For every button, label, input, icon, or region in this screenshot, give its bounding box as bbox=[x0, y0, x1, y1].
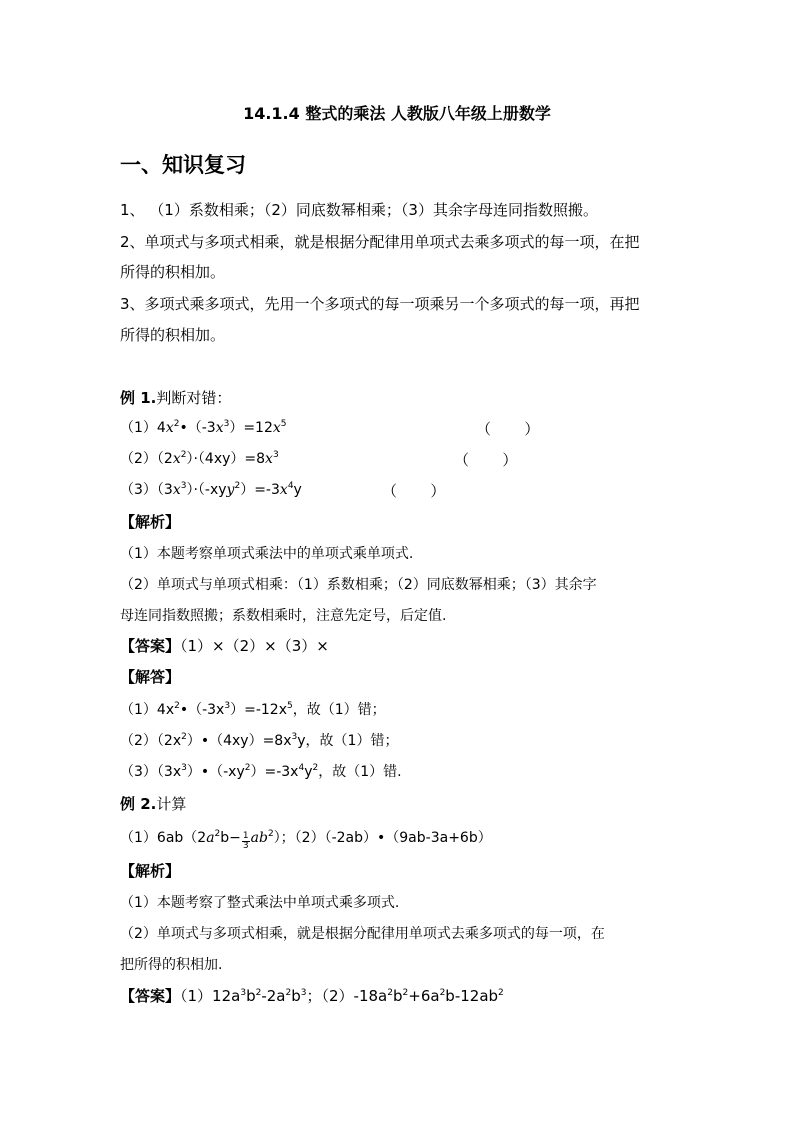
answer-blank-2: （ ） bbox=[454, 451, 518, 469]
example-2-question: $(1)6ab(2a^2b-$ $\frac{1}{3}$ $ab^2$）；（2）（-2ab）•（9ab-3a+6b） bbox=[120, 829, 492, 851]
answer-text: （1）×（2）×（3）× bbox=[180, 637, 329, 655]
review-item-2-line-2: 所得的积相加。 bbox=[120, 263, 226, 281]
example-1-title: 判断对错： bbox=[156, 389, 232, 407]
answer-label-2: 【答案】 bbox=[120, 987, 181, 1005]
solution-line-3: $(3)(3x^3)•(-xy^2)=-3x^4y^2$，故（1）错. bbox=[120, 763, 402, 780]
example-1-question-1: $(1)4x^2•(-3x^3)=12x^5$ bbox=[120, 419, 287, 436]
example-1-question-3: $(3)(3x^3)\cdot(-xyy^2)=-3x^4y$ bbox=[120, 481, 302, 498]
solution-line-2: $(2)(2x^2)•(4xy)=8x^3y$，故（1）错； bbox=[120, 732, 399, 749]
example-2-label: 例 2. bbox=[120, 795, 157, 813]
example-1-label: 例 1. bbox=[120, 389, 157, 407]
analysis-2-line-1: （1）本题考察了整式乘法中单项式乘多项式. bbox=[120, 895, 400, 911]
example-1-question-2: $(2)(2x^2)\cdot(4xy)=8x^3$ bbox=[120, 450, 279, 467]
section-heading: 一、知识复习 bbox=[120, 153, 246, 177]
review-item-1: 1、 （1）系数相乘；（2）同底数幂相乘；（3）其余字母连同指数照搬。 bbox=[120, 201, 598, 219]
review-item-2-line-1: 2、单项式与多项式相乘，就是根据分配律用单项式去乘多项式的每一项，在把 bbox=[120, 233, 640, 251]
analysis-line-1: （1）本题考察单项式乘法中的单项式乘单项式. bbox=[120, 546, 414, 562]
analysis-2-line-2: （2）单项式与多项式相乘，就是根据分配律用单项式去乘多项式的每一项，在 bbox=[120, 926, 605, 942]
answer-line bbox=[120, 636, 329, 656]
solution-label: 【解答】 bbox=[120, 668, 181, 686]
answer-label: 【答案】 bbox=[120, 637, 181, 655]
fraction-one-third: $\frac{1}{3}$ bbox=[242, 831, 249, 851]
example-1-heading bbox=[120, 388, 231, 408]
answer-blank-1: （ ） bbox=[476, 420, 540, 438]
example-2-heading bbox=[120, 794, 186, 814]
review-item-3-line-2: 所得的积相加。 bbox=[120, 326, 226, 344]
analysis-2-line-3: 把所得的积相加. bbox=[120, 957, 223, 973]
review-item-3-line-1: 3、多项式乘多项式，先用一个多项式的每一项乘另一个多项式的每一项，再把 bbox=[120, 295, 640, 313]
example-2-title: 计算 bbox=[156, 795, 187, 813]
analysis-line-3: 母连同指数照搬；系数相乘时，注意先定号，后定值. bbox=[120, 608, 447, 624]
answer-line-2: 【答案】$(1)12a^3b^2-2a^2b^3$；$(2)-18a^2b^2+6a^2b-12ab^2$ bbox=[120, 987, 504, 1005]
analysis-label: 【解析】 bbox=[120, 513, 181, 531]
analysis-line-2: （2）单项式与单项式相乘：（1）系数相乘；（2）同底数幂相乘；（3）其余字 bbox=[120, 577, 597, 593]
document-title: 14.1.4 整式的乘法 人教版八年级上册数学 bbox=[243, 104, 551, 123]
solution-line-1: $(1)4x^2•(-3x^3)=-12x^5$，故（1）错； bbox=[120, 701, 386, 718]
answer-blank-3: （ ） bbox=[382, 482, 446, 500]
analysis-label-2: 【解析】 bbox=[120, 862, 181, 880]
